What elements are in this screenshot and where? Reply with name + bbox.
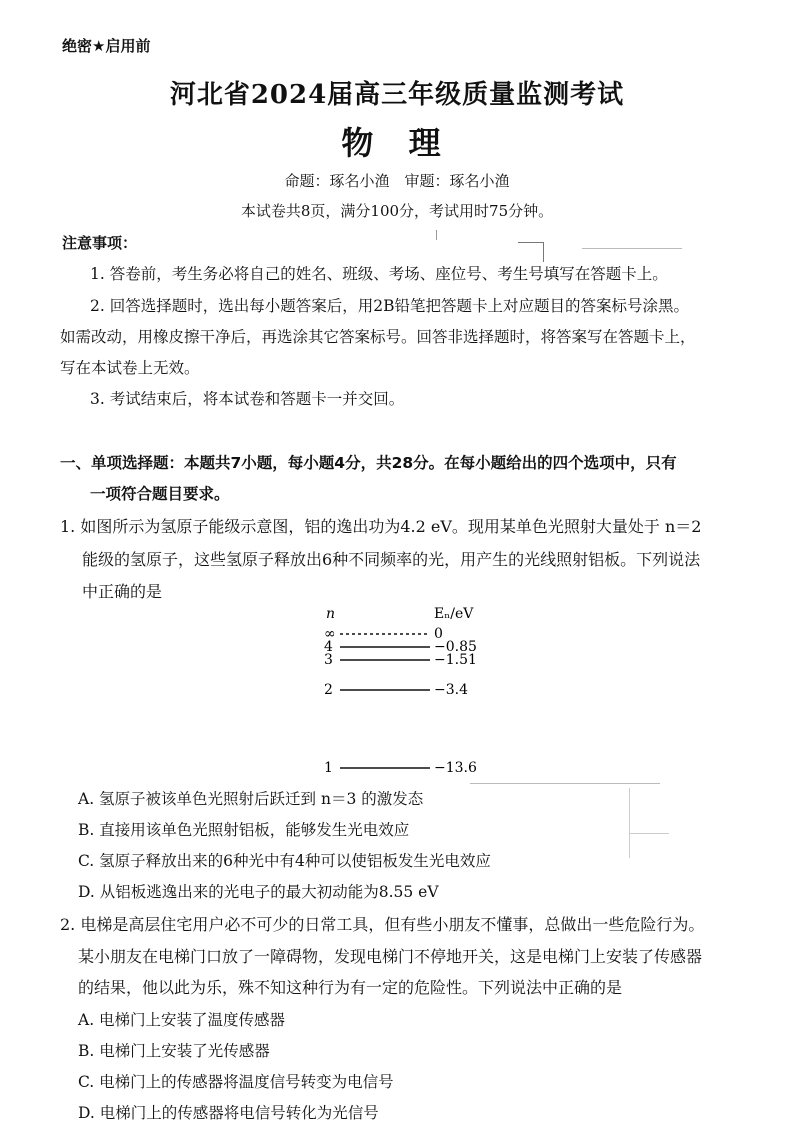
q1-stem-line-2: 能级的氢原子，这些氢原子释放出6种不同频率的光，用产生的光线照射铝板。下列说法: [82, 550, 701, 569]
section-heading-cont: 一项符合题目要求。: [90, 485, 230, 503]
scan-artifact: [543, 242, 544, 262]
scan-artifact: [518, 242, 544, 243]
scan-artifact: [470, 783, 660, 784]
exam-info: 本试卷共8页，满分100分，考试用时75分钟。: [240, 202, 554, 220]
q2-option-d: D. 电梯门上的传感器将电信号转化为光信号: [78, 1104, 379, 1122]
q2-stem-line-1: 2. 电梯是高层住宅用户必不可少的日常工具，但有些小朋友不懂事，总做出一些危险行为。: [60, 915, 705, 934]
level-n-2: 2: [324, 682, 333, 698]
q1-stem-line-1: 1. 如图所示为氢原子能级示意图，铝的逸出功为4.2 eV。现用某单色光照射大量处于 n＝2: [60, 517, 702, 536]
q1-option-c: C. 氢原子释放出来的6种光中有4种可以使铝板发生光电效应: [78, 852, 491, 870]
note-item-3: 3. 考试结束后，将本试卷和答题卡一并交回。: [90, 390, 405, 408]
note-item-2-cont: 如需改动，用橡皮擦干净后，再选涂其它答案标号。回答非选择题时，将答案写在答题卡上，: [60, 328, 696, 346]
exam-title: 河北省2024届高三年级质量监测考试: [169, 80, 625, 110]
note-item-1: 1. 答卷前，考生务必将自己的姓名、班级、考场、座位号、考生号填写在答题卡上。: [90, 265, 668, 283]
q2-option-b: B. 电梯门上安装了光传感器: [78, 1042, 270, 1060]
energy-level-diagram: [318, 600, 488, 780]
level-n-4: 4: [324, 639, 333, 655]
level-e-2: −3.4: [434, 682, 468, 698]
level-n-3: 3: [324, 652, 333, 668]
q1-option-b: B. 直接用该单色光照射铝板，能够发生光电效应: [78, 821, 410, 839]
q1-option-d: D. 从铝板逃逸出来的光电子的最大初动能为8.55 eV: [78, 883, 439, 901]
scan-artifact: [436, 230, 437, 240]
diagram-e-label: Eₙ/eV: [434, 606, 474, 622]
q2-option-a: A. 电梯门上安装了温度传感器: [78, 1011, 286, 1029]
q1-option-a: A. 氢原子被该单色光照射后跃迁到 n＝3 的激发态: [78, 790, 424, 808]
notes-heading: 注意事项：: [62, 234, 138, 252]
q1-stem-line-3: 中正确的是: [82, 582, 163, 601]
note-item-2-cont2: 写在本试卷上无效。: [60, 359, 200, 377]
level-e-3: −1.51: [434, 652, 477, 668]
note-item-2: 2. 回答选择题时，选出每小题答案后，用2B铅笔把答题卡上对应题目的答案标号涂黑。: [90, 297, 689, 315]
q2-option-c: C. 电梯门上的传感器将温度信号转变为电信号: [78, 1073, 394, 1091]
level-n-1: 1: [324, 760, 333, 776]
scan-artifact: [629, 788, 630, 858]
scan-artifact: [582, 248, 682, 249]
q2-stem-line-3: 的结果，他以此为乐，殊不知这种行为有一定的危险性。下列说法中正确的是: [78, 978, 623, 997]
authors-line: 命题：琢名小渔 审题：琢名小渔: [284, 172, 510, 190]
diagram-n-label: n: [326, 606, 336, 622]
secret-mark: 绝密★启用前: [62, 37, 151, 55]
q2-stem-line-2: 某小朋友在电梯门口放了一障碍物，发现电梯门不停地开关，这是电梯门上安装了传感器: [78, 947, 703, 966]
scan-artifact: [629, 833, 669, 834]
section-heading: 一、单项选择题：本题共7小题，每小题4分，共28分。在每小题给出的四个选项中，只有: [60, 454, 677, 472]
level-e-4: −0.85: [434, 639, 477, 655]
subject-title: 物 理: [341, 124, 453, 162]
level-n-inf: ∞: [324, 626, 336, 642]
level-e-inf: 0: [434, 626, 443, 642]
level-e-1: −13.6: [434, 760, 477, 776]
